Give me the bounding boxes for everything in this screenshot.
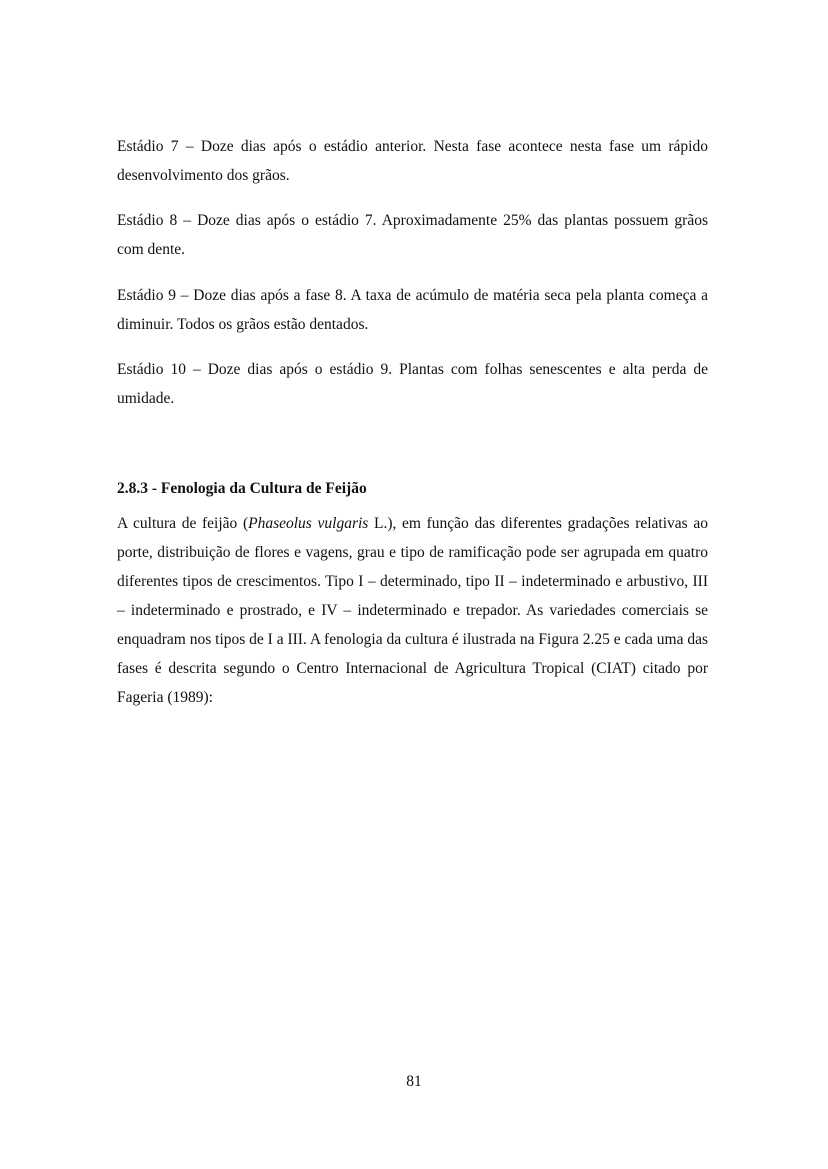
- paragraph-estadio-10: Estádio 10 – Doze dias após o estádio 9. Plantas com folhas senescentes e alta perda de umidade.: [117, 361, 708, 407]
- body-text-prefix: A cultura de feijão (: [117, 515, 249, 532]
- section-heading: 2.8.3 - Fenologia da Cultura de Feijão: [117, 480, 367, 497]
- page-number: 81: [406, 1073, 422, 1090]
- paragraph-estadio-8: Estádio 8 – Doze dias após o estádio 7. Aproximadamente 25% das plantas possuem grãos com dente.: [117, 212, 708, 258]
- scientific-name: Phaseolus vulgaris: [248, 515, 369, 532]
- body-text-suffix: L.), em função das diferentes gradações relativas ao porte, distribuição de flores e vagens, grau e tipo de ramificação pode ser agrupada em quatro diferentes tipos de crescimentos. Tipo I – determinado, tipo II – indeterminado e arbustivo, III – indeterminado e prostrado, e IV – indeterminado e trepador. As variedades comerciais se enquadram nos tipos de I a III. A fenologia da cultura é ilustrada na Figura 2.25 e cada uma das fases é descrita segundo o Centro Internacional de Agricultura Tropical (CIAT) citado por Fageria (1989):: [117, 515, 709, 706]
- paragraph-estadio-7: Estádio 7 – Doze dias após o estádio anterior. Nesta fase acontece nesta fase um rápido desenvolvimento dos grãos.: [117, 138, 708, 184]
- section-body-paragraph: [117, 509, 708, 712]
- paragraph-estadio-9: Estádio 9 – Doze dias após a fase 8. A taxa de acúmulo de matéria seca pela planta começa a diminuir. Todos os grãos estão dentados.: [117, 287, 708, 333]
